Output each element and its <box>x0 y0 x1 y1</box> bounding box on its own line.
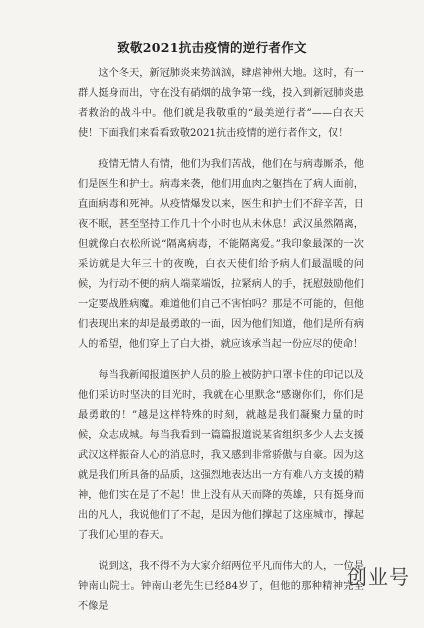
paragraph-zhong-nanshan: 说到这，我不得不为大家介绍两位平凡而伟大的人，一位是钟南山院士。钟南山老先生已经84岁了，但他的那种精神完全不像是 <box>78 561 364 612</box>
document-title: 致敬2021抗击疫情的逆行者作文 <box>117 40 307 55</box>
paragraph-doctors: 疫情无情人有情，他们为我们苦战，他们在与病毒厮杀，他们是医生和护士。病毒来袭，他们用血肉之躯挡在了病人面前，直面病毒和死神。从疫情爆发以来，医生和护士们不辞辛苦，日夜不眠，甚至坚持工作几十个小时也从未休息！武汉虽然隔离，但就像白衣松所说“隔离病毒，不能隔离爱。”我印象最深的一次采访就是大年三十的夜晚，白衣天使们给予病人们最温暖的问候，为行动不便的病人端菜端饭，拉紧病人的手，抚慰鼓励他们一定要战胜病魔。难道他们自己不害怕吗？那是不可能的，但他们表现出来的却是最勇敢的一面，因为他们知道，他们是所有病人的希望，他们穿上了白大褂，就应该承当起一份应尽的使命！ <box>78 159 364 350</box>
paragraph-news: 每当我新闻报道医护人员的脸上被防护口罩卡住的印记以及他们采访时坚决的目光时，我就在心里默念“感谢你们，你们是最勇敢的！”越是这样特殊的时刻，就越是我们凝聚力量的时候，众志成城。每当我看到一篇篇报道说某省组织多少人去支援武汉这样振奋人心的消息时，我又感到非常骄傲与自豪。因为这就是我们所具备的品质，这强烈地表达出一方有难八方支援的精神，他们实在是了不起！世上没有从天而降的英雄，只有挺身而出的凡人，我说他们了不起，是因为他们撑起了这座城市，撑起了我们心里的春天。 <box>78 370 364 541</box>
document-body <box>78 64 364 628</box>
paragraph-intro: 这个冬天，新冠肺炎来势汹汹，肆虐神州大地。这时，有一群人挺身而出，守在没有硝烟的战争第一线，投入到新冠肺炎患者救治的战斗中。他们就是我敬重的“最美逆行者”——白衣天使！下面我们来看看致敬2021抗击疫情的逆行者作文，仅！ <box>78 68 364 139</box>
watermark-logo: 创业号 <box>347 565 410 589</box>
